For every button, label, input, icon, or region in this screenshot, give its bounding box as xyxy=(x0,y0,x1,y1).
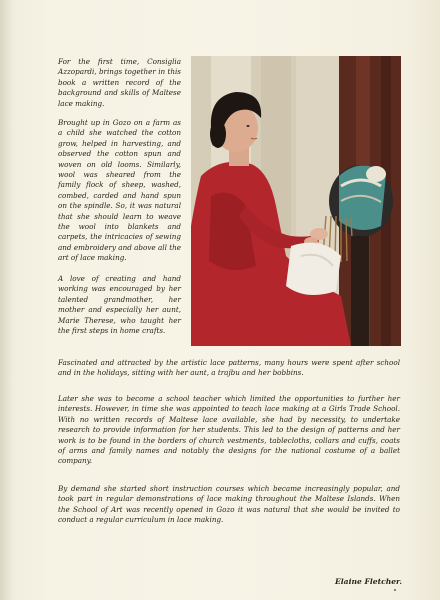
lace-patterns-paragraph: Fascinated and attracted by the artistic lace patterns, many hours were spent after school and in the holidays, sitting with her aunt, a trajbu and her bobbins. xyxy=(58,358,400,378)
courses-paragraph: By demand she started short instruction courses which became increasingly popular, and took part in regular demonstrations of lace making throughout the Maltese Islands. When the School of Art was recently opened in Gozo it was natural that she would be invited to conduct a regular curriculum in lace making. xyxy=(58,484,400,525)
teacher-paragraph: Later she was to become a school teacher which limited the opportunities to further her interests. However, in time she was appointed to teach lace making at a Girls Trade School. With no written records of Maltese lace available, she had by necessity, to undertake research to provide information for her students. This led to the design of patterns and her work is to be found in the borders of church vestments, tablecloths, collars and cuffs, coats of arms and family names and notably the designs for the national costume of a ballet company. xyxy=(58,394,400,466)
lacemaker-photo xyxy=(191,56,401,346)
author-signature: Elaine Fletcher. xyxy=(334,577,402,586)
page-spine-shadow xyxy=(0,0,14,600)
gozo-farm-paragraph: Brought up in Gozo on a farm as a child she watched the cotton grow, helped in harvesting, and observed the cotton spun and woven on old looms. Similarly, wool was sheared from the family flock of sheep, washed, combed, carded and hand spun on the spindle. So, it was natural that she should learn to weave the wool into blankets and carpets, the intricacies of sewing and embroidery and above all the art of lace making. xyxy=(58,118,181,263)
page-mark xyxy=(394,589,396,591)
intro-paragraph: For the first time, Consiglia Azzopardi, brings together in this book a written record of the background and skills of Maltese lace making. xyxy=(58,57,181,108)
family-paragraph: A love of creating and hand working was encouraged by her talented grandmother, her mother and especially her aunt, Marie Therese, who taught her the first steps in home crafts. xyxy=(58,274,181,336)
